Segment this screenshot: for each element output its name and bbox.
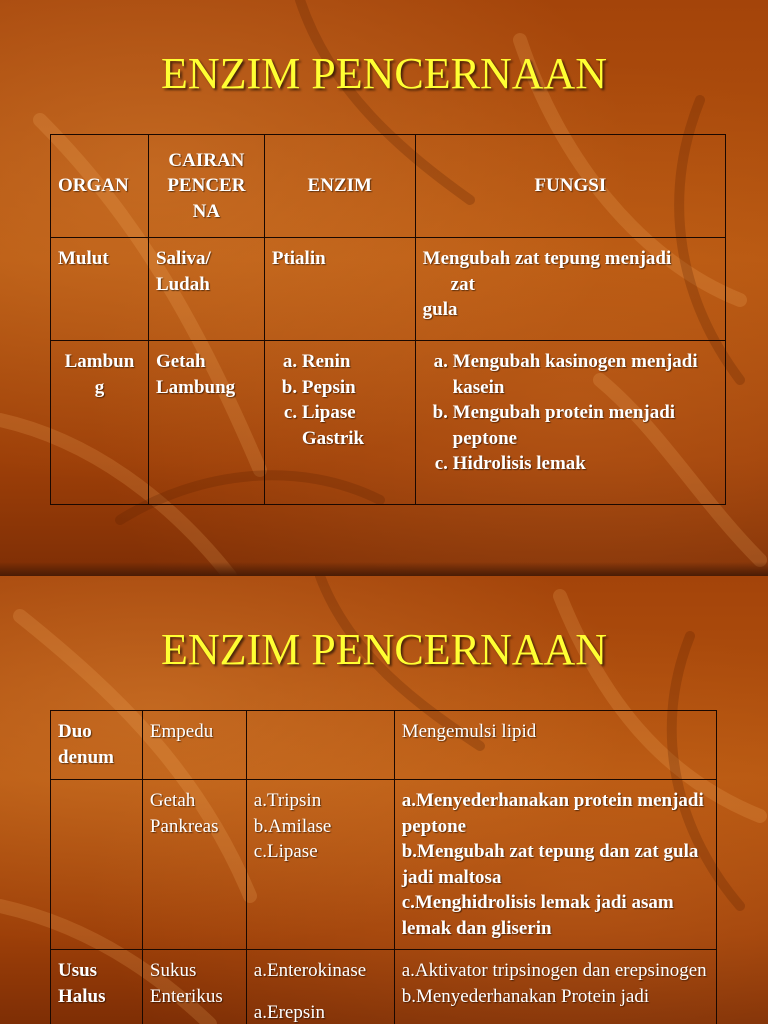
enzim-item: a.Tripsin: [253, 790, 322, 811]
cell-enzim: Ptialin: [264, 238, 415, 341]
header-cairan: CAIRAN PENCER NA: [148, 135, 264, 238]
cell-fungsi: [415, 341, 725, 505]
header-fungsi: FUNGSI: [415, 135, 725, 238]
cell-enzim: [246, 711, 394, 780]
fungsi-item: a.Menyederhanakan protein menjadi peptone: [401, 790, 704, 837]
list-item: c. Hidrolisis lemak: [453, 451, 718, 477]
fungsi-line: gula: [422, 299, 458, 320]
table-row: [51, 950, 717, 1024]
slide-2: [0, 576, 768, 1024]
cell-cairan: Getah Pankreas: [142, 780, 246, 950]
fungsi-item: c.Menghidrolisis lemak jadi asam lemak dan gliserin: [401, 892, 674, 939]
cell-cairan: Sukus Enterikus: [142, 950, 246, 1024]
cell-enzim: [246, 950, 394, 1024]
header-organ: ORGAN: [51, 135, 149, 238]
header-enzim: ENZIM: [264, 135, 415, 238]
cell-fungsi: Mengemulsi lipid: [394, 711, 716, 780]
slide-separator: [0, 562, 768, 576]
table-header-row: [51, 135, 726, 238]
enzim-item: c.Lipase: [253, 841, 318, 862]
cell-fungsi: [415, 238, 725, 341]
enzim-list: [272, 349, 408, 451]
cell-organ: [51, 780, 143, 950]
enzim-item: a.Enterokinase: [253, 960, 367, 981]
table-row: [51, 238, 726, 341]
list-item: c. Lipase Gastrik: [302, 400, 408, 451]
cell-organ: Duo denum: [51, 711, 143, 780]
table-row: [51, 780, 717, 950]
fungsi-item: a.Aktivator tripsinogen dan erepsinogen: [401, 960, 707, 981]
cell-enzim: [246, 780, 394, 950]
enzyme-table-continued: [50, 710, 717, 1024]
list-item: a. Renin: [302, 349, 408, 375]
slide-title: ENZIM PENCERNAAN: [160, 49, 608, 98]
cell-enzim: [264, 341, 415, 505]
list-item: b. Mengubah protein menjadi peptone: [453, 400, 718, 451]
list-item: b. Pepsin: [302, 375, 408, 401]
enzim-item: b.Amilase: [253, 815, 332, 837]
table-row: [51, 341, 726, 505]
fungsi-line: zat: [450, 273, 475, 295]
list-item: a. Mengubah kasinogen menjadi kasein: [453, 349, 718, 400]
cell-fungsi: [394, 950, 716, 1024]
cell-cairan: Getah Lambung: [148, 341, 264, 505]
cell-organ: Usus Halus: [51, 950, 143, 1024]
fungsi-line: Mengubah zat tepung menjadi: [422, 248, 672, 269]
table-row: [51, 711, 717, 780]
fungsi-list: [423, 349, 718, 477]
enzim-item: a.Erepsin: [253, 1001, 326, 1023]
cell-cairan: Empedu: [142, 711, 246, 780]
cell-cairan: Saliva/ Ludah: [148, 238, 264, 341]
cell-organ: Lambun g: [51, 341, 149, 505]
enzyme-table: [50, 134, 726, 505]
slide-title: ENZIM PENCERNAAN: [160, 625, 608, 674]
cell-fungsi: [394, 780, 716, 950]
fungsi-item: b.Menyederhanakan Protein jadi: [401, 985, 650, 1007]
cell-organ: Mulut: [51, 238, 149, 341]
fungsi-item: b.Mengubah zat tepung dan zat gula jadi maltosa: [401, 841, 699, 888]
